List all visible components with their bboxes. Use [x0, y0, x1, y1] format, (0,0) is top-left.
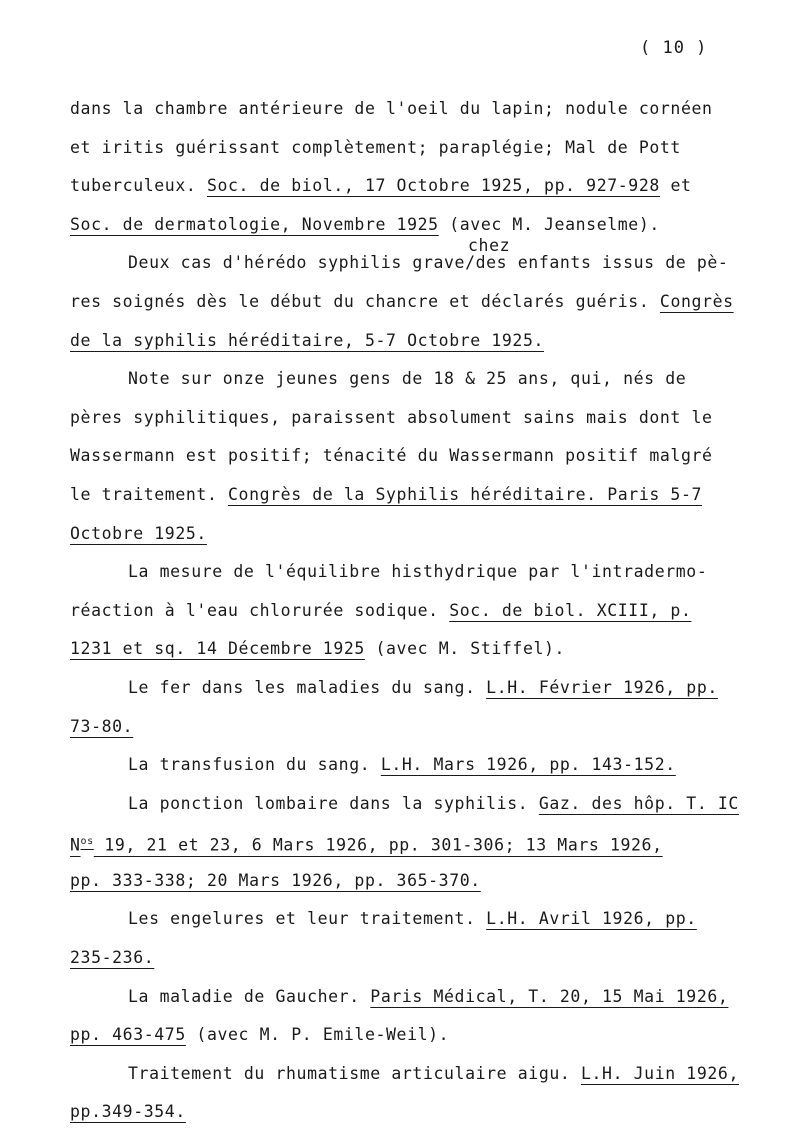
citation-text: 1231 et sq. 14 Décembre 1925	[70, 639, 365, 659]
text-line	[70, 1093, 770, 1132]
text-line	[70, 322, 770, 361]
body-text: Note sur onze jeunes gens de 18 & 25 ans, qui, nés de	[128, 369, 687, 389]
text-line	[70, 978, 770, 1017]
page-number: ( 10 )	[640, 38, 708, 58]
body-text: dans la chambre antérieure de l'oeil du lapin; nodule cornéen	[70, 99, 713, 118]
text-line	[70, 630, 770, 669]
citation-text: Congrès	[659, 291, 734, 311]
citation-text: Soc. de dermatologie, Novembre 1925	[70, 214, 439, 234]
body-text: La mesure de l'équilibre histhydrique par l'intradermo-	[128, 562, 708, 582]
citation-text: L.H. Février 1926, pp.	[486, 677, 718, 697]
text-line	[70, 1055, 770, 1094]
citation-text: L.H. Juin 1926,	[580, 1063, 739, 1083]
text-line	[70, 1016, 770, 1055]
text-line	[70, 592, 770, 631]
document-body	[70, 90, 770, 1132]
citation-text: pp.349-354.	[70, 1102, 186, 1122]
text-line	[70, 167, 770, 206]
text-line	[70, 129, 770, 168]
text-line	[70, 244, 770, 283]
body-text: Les engelures et leur traitement.	[128, 909, 487, 929]
text-line	[70, 900, 770, 939]
citation-text: Congrès de la Syphilis héréditaire. Paris 5-7	[228, 484, 703, 504]
text-line	[70, 746, 770, 785]
citation-text: L.H. Mars 1926, pp. 143-152.	[380, 755, 676, 775]
text-line	[70, 862, 770, 901]
citation-text: os	[80, 836, 94, 848]
citation-text: Gaz. des hôp. T. IC	[538, 793, 739, 813]
body-text: (avec M. Jeanselme).	[438, 214, 660, 234]
text-line	[70, 90, 770, 129]
citation-text: de la syphilis héréditaire, 5-7 Octobre 1925.	[70, 330, 545, 350]
body-text: pères syphilitiques, paraissent absolument sains mais dont le	[70, 407, 713, 427]
text-line	[70, 939, 770, 978]
citation-text: Soc. de biol. XCIII, p.	[449, 600, 692, 620]
body-text: (avec M. Stiffel).	[364, 639, 566, 659]
text-line	[70, 823, 770, 862]
body-text: La transfusion du sang.	[128, 755, 381, 775]
citation-text: pp. 333-338; 20 Mars 1926, pp. 365-370.	[70, 870, 481, 890]
text-line	[70, 360, 770, 399]
text-line	[70, 708, 770, 747]
text-line	[70, 437, 770, 476]
text-line	[70, 515, 770, 554]
body-text: et iritis guérissant complètement; paraplégie; Mal de Pott	[70, 137, 681, 157]
text-line	[70, 785, 770, 824]
body-text: et	[659, 176, 692, 196]
citation-text: N	[70, 835, 81, 855]
body-text: le traitement.	[70, 484, 229, 504]
citation-text: pp. 463-475	[70, 1025, 186, 1045]
body-text: Wassermann est positif; ténacité du Wassermann positif malgré	[70, 446, 713, 466]
text-line	[70, 399, 770, 438]
text-line	[70, 476, 770, 515]
body-text: Deux cas d'hérédo syphilis grave/des enfants issus de pè-	[128, 253, 729, 273]
citation-text: Soc. de biol., 17 Octobre 1925, pp. 927-928	[206, 176, 660, 196]
body-text: (avec M. P. Emile-Weil).	[185, 1025, 450, 1045]
citation-text: Paris Médical, T. 20, 15 Mai 1926,	[370, 986, 729, 1006]
citation-text: 19, 21 et 23, 6 Mars 1926, pp. 301-306; 13 Mars 1926,	[93, 835, 663, 855]
citation-text: L.H. Avril 1926, pp.	[486, 909, 697, 929]
body-text: Traitement du rhumatisme articulaire aigu.	[128, 1063, 581, 1083]
body-text: Le fer dans les maladies du sang.	[128, 677, 487, 697]
citation-text: Octobre 1925.	[70, 523, 207, 543]
text-line	[70, 206, 770, 245]
text-line	[70, 669, 770, 708]
handwritten-insertion: chez	[468, 236, 511, 255]
body-text: res soignés dès le début du chancre et déclarés guéris.	[70, 291, 660, 311]
body-text: La maladie de Gaucher.	[128, 986, 371, 1006]
body-text: réaction à l'eau chlorurée sodique.	[70, 600, 450, 620]
text-line	[70, 283, 770, 322]
citation-text: 73-80.	[70, 716, 134, 736]
text-line	[70, 553, 770, 592]
body-text: tuberculeux.	[70, 176, 207, 196]
body-text: La ponction lombaire dans la syphilis.	[128, 793, 539, 813]
citation-text: 235-236.	[70, 948, 155, 968]
